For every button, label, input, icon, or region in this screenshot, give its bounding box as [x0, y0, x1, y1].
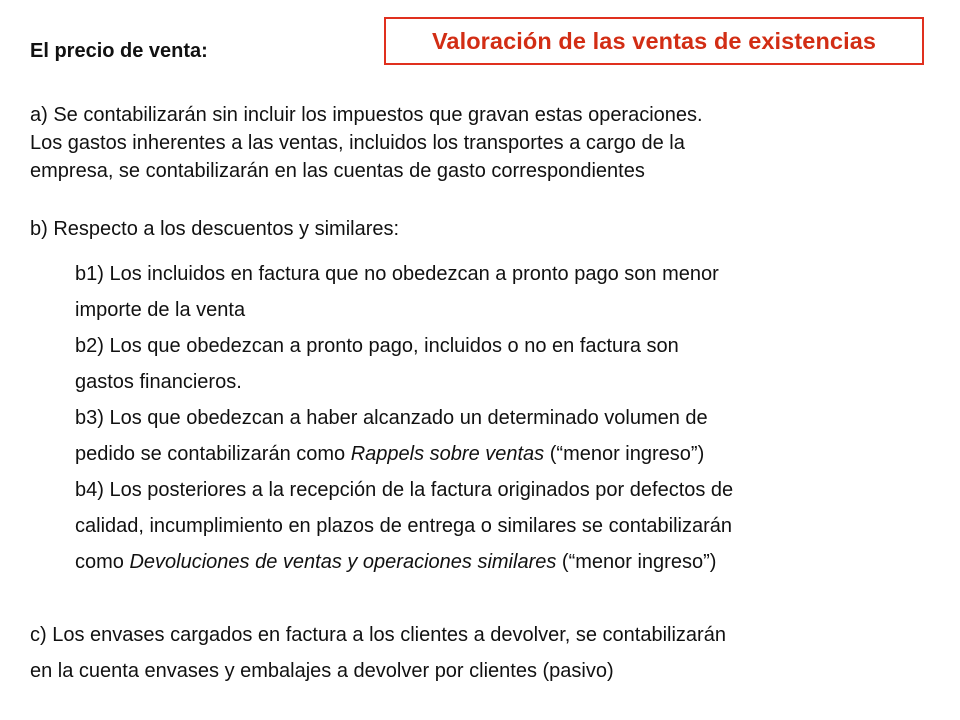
section-a-line: a) Se contabilizarán sin incluir los impuestos que gravan estas operaciones.	[30, 104, 703, 126]
b2-line: b2) Los que obedezcan a pronto pago, incluidos o no en factura son	[75, 335, 679, 357]
section-heading: El precio de venta:	[30, 40, 208, 62]
slide-title: Valoración de las ventas de existencias	[431, 27, 877, 54]
b1-line: importe de la venta	[75, 299, 246, 321]
b2-line: gastos financieros.	[75, 371, 242, 393]
section-b-intro-text: b) Respecto a los descuentos y similares:	[30, 218, 400, 240]
b3-text: pedido se contabilizarán como	[75, 443, 351, 465]
section-a-line: Los gastos inherentes a las ventas, incluidos los transportes a cargo de la	[30, 132, 685, 154]
b4-line	[75, 544, 733, 580]
section-a-paragraph	[30, 101, 703, 185]
b3-italic-term: Rappels sobre ventas	[350, 443, 545, 465]
title-box	[384, 17, 924, 65]
section-c-paragraph	[30, 617, 726, 689]
b4-line: b4) Los posteriores a la recepción de la factura originados por defectos de	[75, 479, 734, 501]
b3-text: (“menor ingreso”)	[544, 443, 705, 465]
list-item-b2	[75, 328, 733, 400]
b3-line: b3) Los que obedezcan a haber alcanzado un determinado volumen de	[75, 407, 708, 429]
section-c-line: en la cuenta envases y embalajes a devolver por clientes (pasivo)	[30, 660, 614, 682]
b4-text: (“menor ingreso”)	[556, 551, 717, 573]
section-a-line: empresa, se contabilizarán en las cuentas de gasto correspondientes	[30, 160, 645, 182]
b3-line	[75, 436, 733, 472]
section-b-list	[75, 256, 733, 580]
list-item-b1	[75, 256, 733, 328]
b1-line: b1) Los incluidos en factura que no obedezcan a pronto pago son menor	[75, 263, 719, 285]
list-item-b3	[75, 400, 733, 472]
list-item-b4	[75, 472, 733, 580]
section-b-intro	[30, 215, 399, 243]
section-c-line: c) Los envases cargados en factura a los clientes a devolver, se contabilizarán	[30, 624, 726, 646]
b4-line: calidad, incumplimiento en plazos de entrega o similares se contabilizarán	[75, 515, 733, 537]
b4-text: como	[75, 551, 130, 573]
b4-italic-term: Devoluciones de ventas y operaciones similares	[129, 551, 557, 573]
